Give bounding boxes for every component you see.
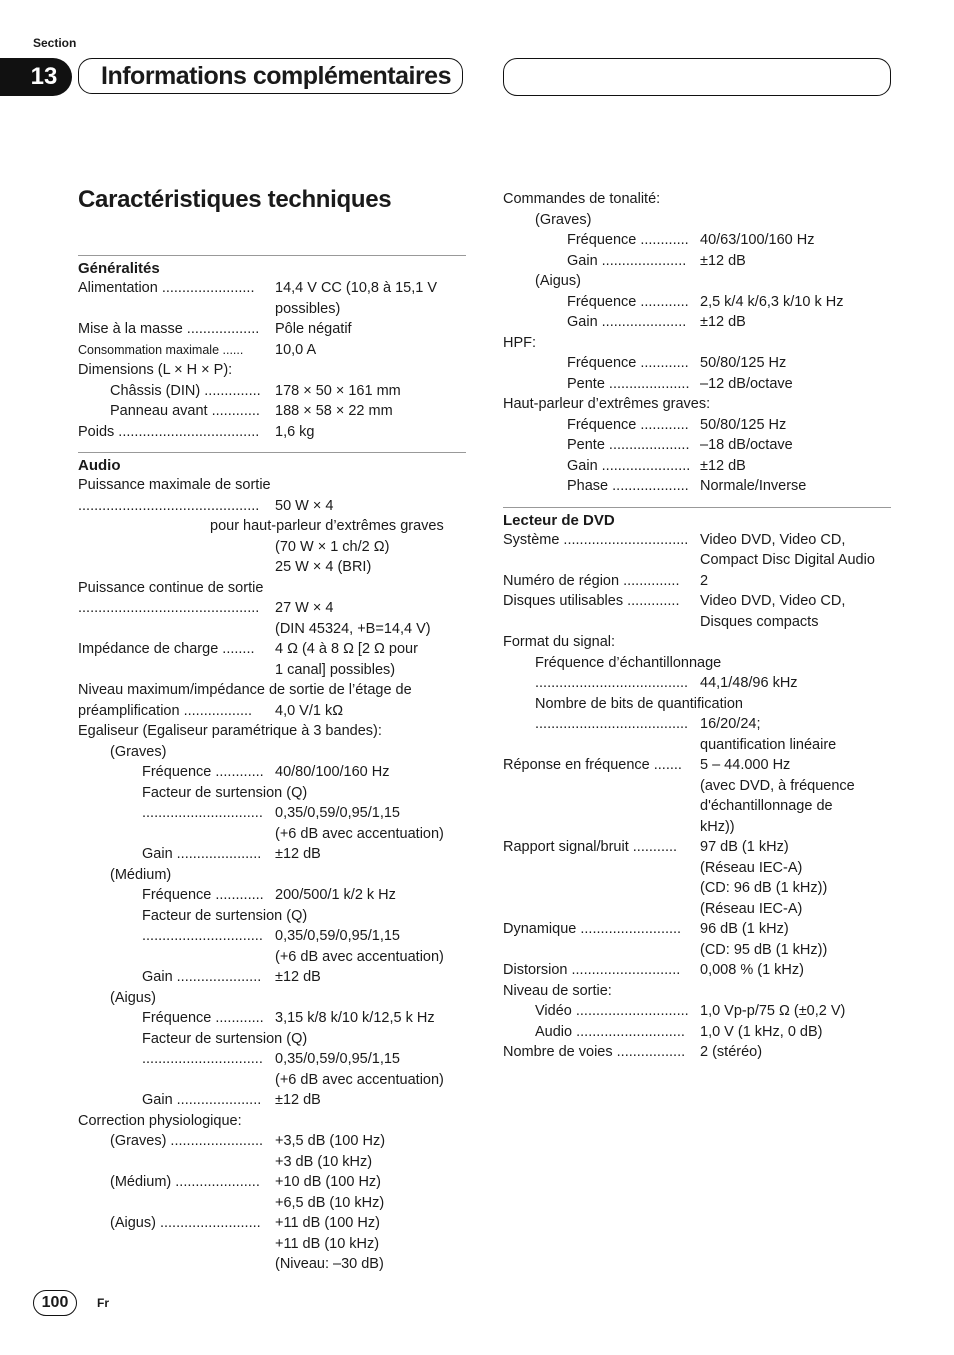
spec-row bbox=[503, 230, 891, 251]
spec-label: Dimensions (L × H × P): bbox=[78, 362, 233, 378]
spec-label: ............................................. bbox=[78, 600, 260, 616]
spec-value-continuation: (70 W × 1 ch/2 Ω) bbox=[275, 538, 390, 555]
spec-value: 4 Ω (4 à 8 Ω [2 Ω pour bbox=[275, 641, 418, 657]
spec-label: (Aigus) bbox=[535, 273, 581, 289]
spec-value-continuation: possibles) bbox=[275, 300, 341, 317]
spec-value-continuation: Compact Disc Digital Audio bbox=[700, 552, 875, 568]
spec-label: Commandes de tonalité: bbox=[503, 191, 661, 207]
spec-label: Gain ..................... bbox=[567, 314, 687, 330]
spec-label: Alimentation ....................... bbox=[78, 280, 255, 296]
spec-label: ...................................... bbox=[535, 675, 689, 691]
spec-value: Video DVD, Video CD, bbox=[700, 531, 846, 548]
spec-row bbox=[503, 292, 891, 313]
spec-row bbox=[503, 435, 891, 456]
spec-row bbox=[78, 340, 466, 361]
spec-row bbox=[78, 967, 466, 988]
spec-label: Consommation maximale ...... bbox=[78, 342, 244, 357]
spec-label: Rapport signal/bruit ........... bbox=[503, 839, 678, 855]
spec-label: ...................................... bbox=[535, 716, 689, 732]
spec-value: 97 dB (1 kHz) bbox=[700, 839, 789, 855]
spec-row bbox=[503, 1042, 891, 1063]
spec-value-continuation: +11 dB (10 kHz) bbox=[275, 1235, 380, 1252]
spec-value-continuation: (+6 dB avec accentuation) bbox=[275, 825, 444, 842]
spec-value: Pôle négatif bbox=[275, 321, 352, 337]
spec-row bbox=[503, 673, 891, 694]
spec-label: Fréquence d’échantillonnage bbox=[535, 654, 722, 671]
spec-value: +10 dB (100 Hz) bbox=[275, 1174, 381, 1190]
spec-row bbox=[78, 278, 466, 299]
spec-label: (Aigus) bbox=[110, 989, 156, 1006]
spec-value: 5 – 44.000 Hz bbox=[700, 757, 791, 773]
spec-label: Facteur de surtension (Q) bbox=[142, 1030, 308, 1047]
spec-value: 96 dB (1 kHz) bbox=[700, 921, 789, 937]
spec-row bbox=[503, 271, 891, 292]
spec-value-continuation: (avec DVD, à fréquence bbox=[700, 777, 855, 794]
spec-value: Normale/Inverse bbox=[700, 478, 807, 494]
spec-row bbox=[503, 189, 891, 210]
spec-value: 3,15 k/8 k/10 k/12,5 k Hz bbox=[275, 1010, 435, 1026]
spec-value: 14,4 V CC (10,8 à 15,1 V bbox=[275, 280, 438, 296]
spec-label: Vidéo ............................ bbox=[535, 1003, 689, 1019]
spec-row bbox=[503, 476, 891, 497]
spec-value: ±12 dB bbox=[700, 252, 746, 269]
spec-row bbox=[78, 885, 466, 906]
spec-label: Fréquence ............ bbox=[567, 293, 689, 310]
spec-value: +11 dB (100 Hz) bbox=[275, 1215, 380, 1231]
spec-row bbox=[78, 865, 466, 886]
spec-row bbox=[78, 360, 466, 381]
spec-row bbox=[78, 1111, 466, 1132]
spec-row bbox=[503, 653, 891, 674]
spec-value: –12 dB/octave bbox=[700, 375, 793, 392]
page-number: 100 bbox=[33, 1290, 77, 1316]
spec-label: Distorsion ........................... bbox=[503, 962, 681, 978]
spec-label: Puissance maximale de sortie bbox=[78, 477, 271, 493]
spec-row bbox=[78, 1172, 466, 1193]
spec-row bbox=[503, 333, 891, 354]
spec-value: ±12 dB bbox=[700, 457, 746, 474]
spec-label: Correction physiologique: bbox=[78, 1112, 242, 1129]
spec-row bbox=[78, 701, 466, 722]
spec-label: .............................. bbox=[142, 805, 263, 821]
spec-label: Panneau avant ............ bbox=[110, 403, 260, 419]
spec-row bbox=[78, 598, 466, 619]
spec-label: Gain ...................... bbox=[567, 457, 691, 474]
spec-value-continuation: d'échantillonnage de bbox=[700, 798, 833, 814]
spec-label: (Médium) bbox=[110, 866, 172, 883]
spec-value: 1,0 Vp-p/75 Ω (±0,2 V) bbox=[700, 1003, 846, 1019]
spec-row bbox=[78, 496, 466, 517]
section-divider bbox=[78, 452, 466, 453]
spec-value: 40/63/100/160 Hz bbox=[700, 232, 815, 248]
spec-label: ............................................. bbox=[78, 497, 260, 514]
spec-label: Fréquence ............ bbox=[567, 232, 689, 248]
spec-row bbox=[78, 1213, 466, 1234]
spec-value-continuation: (Niveau: –30 dB) bbox=[275, 1256, 384, 1272]
spec-label: Egaliseur (Egaliseur paramétrique à 3 bandes): bbox=[78, 723, 382, 739]
spec-row bbox=[503, 456, 891, 477]
spec-value-continuation: (CD: 96 dB (1 kHz)) bbox=[700, 880, 828, 896]
spec-value: 40/80/100/160 Hz bbox=[275, 764, 390, 780]
spec-row bbox=[78, 1049, 466, 1070]
spec-row bbox=[503, 837, 891, 858]
spec-label: Puissance continue de sortie bbox=[78, 579, 264, 596]
spec-row bbox=[78, 1131, 466, 1152]
spec-row bbox=[78, 578, 466, 599]
spec-value-continuation: quantification linéaire bbox=[700, 736, 837, 753]
spec-group-heading: Lecteur de DVD bbox=[503, 511, 615, 529]
spec-value: 4,0 V/1 kΩ bbox=[275, 702, 344, 719]
spec-value: ±12 dB bbox=[275, 1092, 321, 1108]
spec-row bbox=[78, 844, 466, 865]
spec-row bbox=[503, 251, 891, 272]
spec-label: (Graves) bbox=[535, 211, 592, 228]
spec-label: (Aigus) ......................... bbox=[110, 1215, 261, 1231]
spec-label: Gain ..................... bbox=[567, 252, 687, 269]
spec-label: Fréquence ............ bbox=[142, 764, 264, 780]
spec-row bbox=[503, 755, 891, 776]
spec-value: 50/80/125 Hz bbox=[700, 355, 787, 371]
spec-label: Châssis (DIN) .............. bbox=[110, 382, 261, 399]
spec-row bbox=[503, 210, 891, 231]
section-divider bbox=[78, 255, 466, 256]
spec-label: Nombre de voies ................. bbox=[503, 1044, 686, 1060]
spacer bbox=[78, 442, 466, 452]
spec-value-continuation: +3 dB (10 kHz) bbox=[275, 1153, 373, 1170]
language-code: Fr bbox=[97, 1296, 109, 1310]
spec-label: Facteur de surtension (Q) bbox=[142, 784, 308, 801]
header-empty-box bbox=[503, 58, 891, 96]
spec-value: 2 bbox=[700, 572, 709, 589]
spec-row bbox=[503, 1022, 891, 1043]
spec-row bbox=[503, 981, 891, 1002]
spec-value: 0,35/0,59/0,95/1,15 bbox=[275, 1051, 400, 1067]
spec-label: Gain ..................... bbox=[142, 846, 262, 862]
page-title: Caractéristiques techniques bbox=[78, 186, 392, 213]
spec-row bbox=[78, 475, 466, 496]
left-spec-column bbox=[78, 255, 466, 1275]
spec-label: Poids ................................... bbox=[78, 423, 260, 440]
spec-value-continuation: (+6 dB avec accentuation) bbox=[275, 948, 444, 965]
spec-label: Numéro de région .............. bbox=[503, 572, 680, 589]
spec-value: 200/500/1 k/2 k Hz bbox=[275, 887, 396, 903]
spec-row bbox=[78, 639, 466, 660]
spec-label: Nombre de bits de quantification bbox=[535, 695, 743, 712]
spec-group-heading: Généralités bbox=[78, 260, 160, 277]
spec-value: 50/80/125 Hz bbox=[700, 416, 787, 433]
spec-label: (Médium) ..................... bbox=[110, 1174, 260, 1190]
spec-label: Fréquence ............ bbox=[567, 416, 689, 433]
spec-label: Facteur de surtension (Q) bbox=[142, 907, 308, 924]
spec-label: préamplification ................. bbox=[78, 702, 253, 719]
spec-row bbox=[503, 530, 891, 551]
spec-value: 0,008 % (1 kHz) bbox=[700, 962, 804, 978]
spec-row bbox=[78, 762, 466, 783]
spec-value-continuation: (Réseau IEC-A) bbox=[700, 859, 803, 876]
spec-row bbox=[78, 1090, 466, 1111]
spec-value-continuation: kHz)) bbox=[700, 818, 735, 835]
spec-label: Impédance de charge ........ bbox=[78, 641, 255, 657]
spec-label: Réponse en fréquence ....... bbox=[503, 757, 682, 773]
spec-row bbox=[503, 374, 891, 395]
spec-value-continuation: 25 W × 4 (BRI) bbox=[275, 559, 372, 575]
spec-label: Phase ................... bbox=[567, 478, 689, 494]
spec-row bbox=[503, 591, 891, 612]
spec-label: HPF: bbox=[503, 334, 537, 351]
spec-row bbox=[503, 312, 891, 333]
spec-value: +3,5 dB (100 Hz) bbox=[275, 1133, 386, 1149]
spec-value: Video DVD, Video CD, bbox=[700, 593, 846, 609]
spec-label: Niveau de sortie: bbox=[503, 982, 612, 999]
spec-label: Pente .................... bbox=[567, 375, 690, 392]
spec-row bbox=[503, 415, 891, 436]
spec-label: Haut-parleur d’extrêmes graves: bbox=[503, 396, 711, 412]
spec-row bbox=[503, 919, 891, 940]
spec-value: 1,0 V (1 kHz, 0 dB) bbox=[700, 1023, 823, 1040]
spec-value: ±12 dB bbox=[275, 846, 321, 862]
spec-value: ±12 dB bbox=[275, 969, 321, 985]
spec-label: (Graves) ....................... bbox=[110, 1133, 264, 1149]
spec-value-continuation: Disques compacts bbox=[700, 613, 819, 630]
spec-label: Pente .................... bbox=[567, 437, 690, 453]
spec-label: Mise à la masse .................. bbox=[78, 321, 260, 337]
spec-label: Niveau maximum/impédance de sortie de l’étage de bbox=[78, 682, 412, 698]
section-label: Section bbox=[33, 36, 77, 50]
spec-value: 16/20/24; bbox=[700, 716, 761, 732]
spec-value: 2,5 k/4 k/6,3 k/10 k Hz bbox=[700, 293, 844, 310]
spec-value-continuation: (DIN 45324, +B=14,4 V) bbox=[275, 620, 431, 637]
spec-row bbox=[503, 714, 891, 735]
spec-value: 10,0 A bbox=[275, 341, 317, 358]
spec-value: –18 dB/octave bbox=[700, 437, 793, 453]
spec-label: .............................. bbox=[142, 928, 263, 944]
spec-note: pour haut-parleur d’extrêmes graves bbox=[210, 518, 444, 534]
spec-label: Gain ..................... bbox=[142, 969, 262, 985]
spec-label: Format du signal: bbox=[503, 634, 616, 650]
spacer bbox=[503, 497, 891, 507]
spec-value-continuation: 1 canal] possibles) bbox=[275, 661, 396, 678]
spec-row bbox=[503, 353, 891, 374]
spec-label: Disques utilisables ............. bbox=[503, 593, 680, 609]
spec-row bbox=[78, 742, 466, 763]
spec-label: Fréquence ............ bbox=[567, 355, 689, 371]
spec-row bbox=[78, 381, 466, 402]
spec-value-continuation: (+6 dB avec accentuation) bbox=[275, 1071, 444, 1088]
spec-row bbox=[78, 783, 466, 804]
spec-label: Fréquence ............ bbox=[142, 1010, 264, 1026]
spec-row bbox=[503, 694, 891, 715]
spec-row bbox=[78, 1029, 466, 1050]
spec-value: 0,35/0,59/0,95/1,15 bbox=[275, 928, 400, 944]
spec-row bbox=[503, 394, 891, 415]
spec-value: 1,6 kg bbox=[275, 423, 315, 440]
spec-value-continuation: +6,5 dB (10 kHz) bbox=[275, 1194, 385, 1211]
spec-row bbox=[503, 960, 891, 981]
section-number-badge: 13 bbox=[0, 58, 72, 96]
spec-group-heading: Audio bbox=[78, 457, 121, 474]
spec-row bbox=[78, 680, 466, 701]
right-spec-column bbox=[503, 189, 891, 1063]
spec-row bbox=[78, 988, 466, 1009]
spec-row bbox=[503, 632, 891, 653]
spec-value: ±12 dB bbox=[700, 314, 746, 330]
section-title: Informations complémentaires bbox=[78, 58, 463, 94]
spec-row bbox=[78, 422, 466, 443]
spec-value: 0,35/0,59/0,95/1,15 bbox=[275, 805, 400, 821]
spec-value: 50 W × 4 bbox=[275, 497, 334, 514]
spec-label: Gain ..................... bbox=[142, 1092, 262, 1108]
spec-value: 188 × 58 × 22 mm bbox=[275, 403, 393, 419]
spec-label: Dynamique ......................... bbox=[503, 921, 682, 937]
spec-label: Fréquence ............ bbox=[142, 887, 264, 903]
spec-value-continuation: (CD: 95 dB (1 kHz)) bbox=[700, 941, 828, 958]
spec-label: Audio ........................... bbox=[535, 1023, 685, 1040]
spec-row bbox=[503, 1001, 891, 1022]
spec-row bbox=[78, 1008, 466, 1029]
spec-value: 2 (stéréo) bbox=[700, 1044, 763, 1060]
spec-row bbox=[78, 906, 466, 927]
spec-value: 44,1/48/96 kHz bbox=[700, 675, 798, 691]
spec-value: 27 W × 4 bbox=[275, 600, 334, 616]
spec-value-continuation: (Réseau IEC-A) bbox=[700, 900, 803, 917]
spec-row bbox=[78, 401, 466, 422]
spec-row bbox=[78, 319, 466, 340]
spec-row bbox=[503, 571, 891, 592]
section-divider bbox=[503, 507, 891, 508]
spec-row bbox=[78, 721, 466, 742]
spec-value: 178 × 50 × 161 mm bbox=[275, 382, 401, 399]
spec-label: Système ............................... bbox=[503, 531, 689, 548]
spec-row bbox=[78, 926, 466, 947]
spec-row bbox=[78, 803, 466, 824]
spec-label: (Graves) bbox=[110, 743, 167, 760]
spec-label: .............................. bbox=[142, 1051, 263, 1067]
